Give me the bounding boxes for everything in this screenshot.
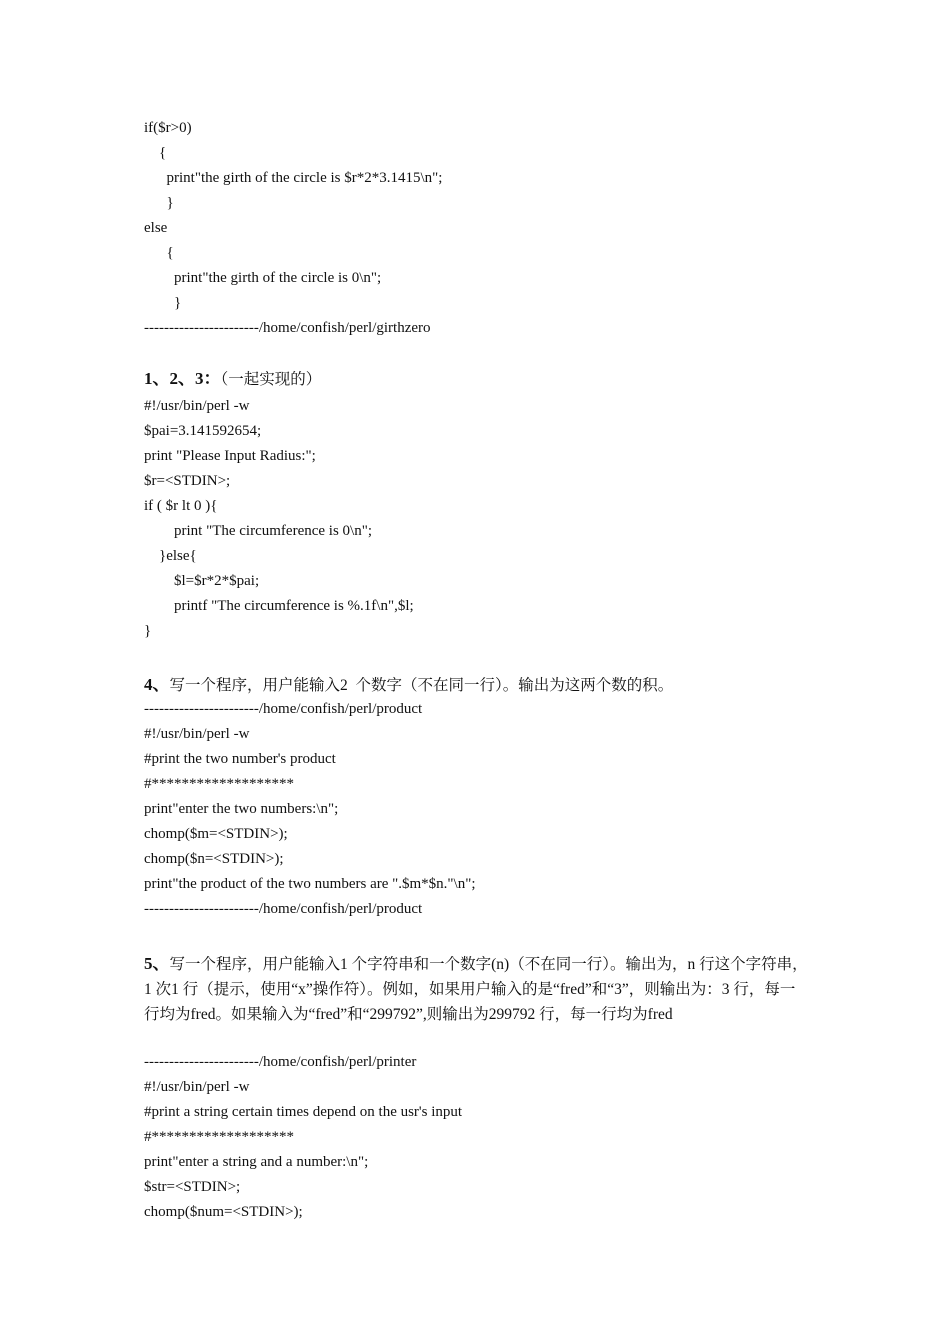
code-line: $l=$r*2*$pai; bbox=[144, 573, 260, 589]
file-separator: -----------------------/home/confish/perl/product bbox=[144, 701, 423, 717]
section-title: （一起实现的） bbox=[220, 371, 322, 388]
code-line: $pai=3.141592654; bbox=[144, 423, 262, 439]
code-line: } bbox=[144, 623, 152, 639]
code-line: print"the girth of the circle is 0\n"; bbox=[144, 270, 382, 286]
section-heading-4 bbox=[144, 675, 673, 696]
code-line: #!/usr/bin/perl -w bbox=[144, 398, 250, 414]
file-separator: -----------------------/home/confish/perl/printer bbox=[144, 1054, 417, 1070]
section-title: 写一个程序，用户能输入2 个数字（不在同一行）。输出为这两个数的积。 bbox=[169, 677, 674, 694]
section-heading-123 bbox=[144, 369, 321, 390]
code-line: #!/usr/bin/perl -w bbox=[144, 726, 250, 742]
code-line: chomp($num=<STDIN>); bbox=[144, 1204, 303, 1220]
code-line: { bbox=[144, 245, 174, 261]
code-line: }else{ bbox=[144, 548, 197, 564]
code-line: chomp($n=<STDIN>); bbox=[144, 851, 284, 867]
code-line: { bbox=[144, 145, 167, 161]
code-line: print"enter the two numbers:\n"; bbox=[144, 801, 339, 817]
code-line: printf "The circumference is %.1f\n",$l; bbox=[144, 598, 414, 614]
code-line: $r=<STDIN>; bbox=[144, 473, 231, 489]
code-line: #print the two number's product bbox=[144, 751, 336, 767]
code-line: #******************* bbox=[144, 776, 294, 792]
section-number: 4、 bbox=[144, 675, 170, 694]
code-line: #!/usr/bin/perl -w bbox=[144, 1079, 250, 1095]
code-line: if($r>0) bbox=[144, 120, 192, 136]
code-line: print"the girth of the circle is $r*2*3.1415\n"; bbox=[144, 170, 443, 186]
section-number: 1、2、3： bbox=[144, 369, 221, 388]
code-line: $str=<STDIN>; bbox=[144, 1179, 241, 1195]
code-line: } bbox=[144, 295, 182, 311]
code-line: chomp($m=<STDIN>); bbox=[144, 826, 288, 842]
code-line: else bbox=[144, 220, 168, 236]
code-line: #******************* bbox=[144, 1129, 294, 1145]
code-line: #print a string certain times depend on the usr's input bbox=[144, 1104, 463, 1120]
section-heading-5 bbox=[144, 951, 808, 1027]
section-title: 写一个程序，用户能输入1 个字符串和一个数字(n)（不在同一行）。输出为，n 行这个字符串，1 次1 行（提示，使用“x”操作符）。例如，如果用户输入的是“fred”和“3”，则输出为：3 行，每一行均为fred。如果输入为“fred”和“299792”,则输出为299792 行，每一行均为fred bbox=[144, 956, 808, 1023]
code-line: print "The circumference is 0\n"; bbox=[144, 523, 373, 539]
code-line: print"enter a string and a number:\n"; bbox=[144, 1154, 369, 1170]
code-line: print "Please Input Radius:"; bbox=[144, 448, 316, 464]
code-line: if ( $r lt 0 ){ bbox=[144, 498, 218, 514]
code-line: print"the product of the two numbers are ".$m*$n."\n"; bbox=[144, 876, 476, 892]
file-separator: -----------------------/home/confish/perl/girthzero bbox=[144, 320, 431, 336]
code-line: } bbox=[144, 195, 174, 211]
file-separator: -----------------------/home/confish/perl/product bbox=[144, 901, 423, 917]
section-number: 5、 bbox=[144, 954, 170, 973]
